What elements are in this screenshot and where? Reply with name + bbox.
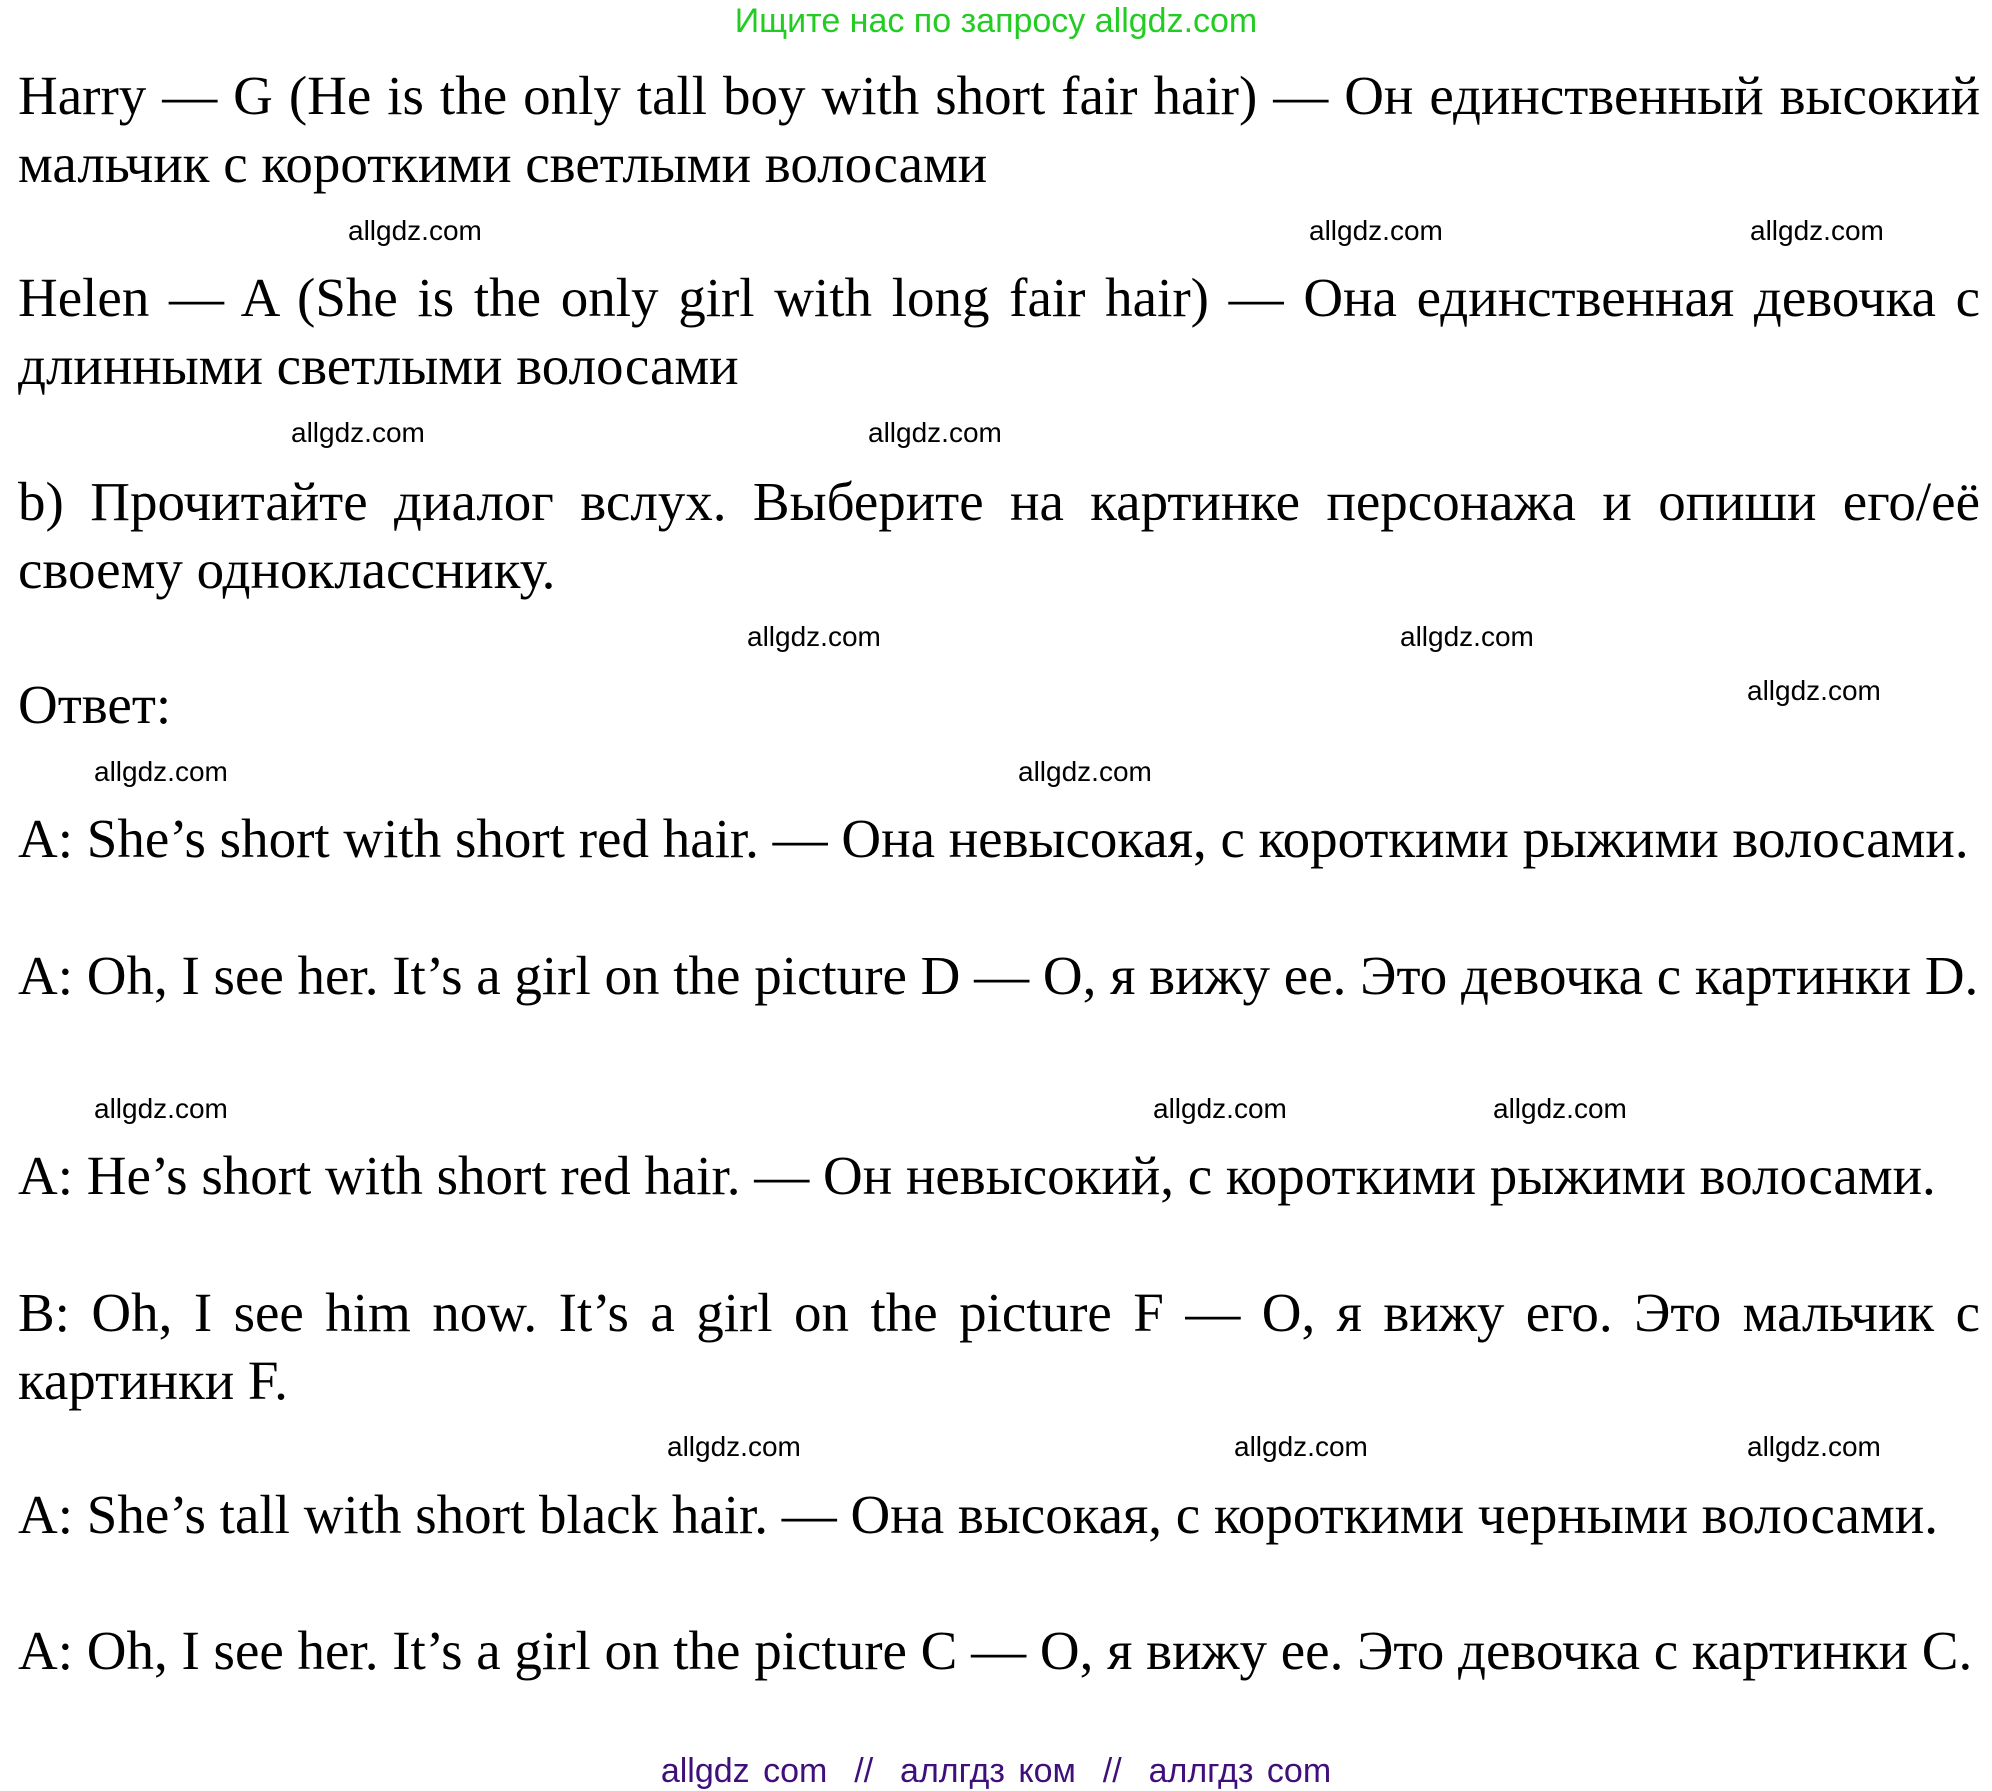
watermark: allgdz.com: [1750, 215, 1884, 246]
watermark: allgdz.com: [1018, 756, 1152, 787]
dialog-line: A: He’s short with short red hair. — Он невысокий, с короткими рыжими волосами.: [18, 1145, 1936, 1206]
watermark: allgdz.com: [747, 621, 881, 652]
answer-helen: Helen — A (She is the only girl with long fair hair) — Она единственная девочка с длинными светлыми волосами: [18, 267, 1980, 396]
watermark: allgdz.com: [348, 215, 482, 246]
answer-harry: Harry — G (He is the only tall boy with short fair hair) — Он единственный высокий мальчик с короткими светлыми волосами: [18, 65, 1980, 194]
watermark: allgdz.com: [1153, 1093, 1287, 1124]
watermark: allgdz.com: [1400, 621, 1534, 652]
watermark: allgdz.com: [1493, 1093, 1627, 1124]
task-b-instruction: b) Прочитайте диалог вслух. Выберите на картинке персонажа и опиши его/её своему однокласснику.: [18, 471, 1980, 600]
watermark: allgdz.com: [94, 1093, 228, 1124]
watermark: allgdz.com: [291, 417, 425, 448]
search-banner: Ищите нас по запросу allgdz.com: [734, 2, 1258, 40]
watermark: allgdz.com: [1309, 215, 1443, 246]
watermark: allgdz.com: [1234, 1431, 1368, 1462]
watermark: allgdz.com: [94, 756, 228, 787]
watermark: allgdz.com: [1747, 675, 1881, 706]
dialog-line: A: Oh, I see her. It’s a girl on the picture C — О, я вижу ее. Это девочка с картинки C.: [18, 1620, 1973, 1681]
dialog-line: B: Oh, I see him now. It’s a girl on the picture F — О, я вижу его. Это мальчик с картинки F.: [18, 1282, 1980, 1411]
dialog-line: A: Oh, I see her. It’s a girl on the picture D — О, я вижу ее. Это девочка с картинки D.: [18, 945, 1979, 1006]
watermark: allgdz.com: [1747, 1431, 1881, 1462]
footer-watermark: allgdz com // аллгдз ком // аллгдз com: [660, 1752, 1332, 1790]
watermark: allgdz.com: [667, 1431, 801, 1462]
answer-heading: Ответ:: [18, 674, 172, 735]
watermark: allgdz.com: [868, 417, 1002, 448]
dialog-line: A: She’s short with short red hair. — Она невысокая, с короткими рыжими волосами.: [18, 808, 1969, 869]
dialog-line: A: She’s tall with short black hair. — Она высокая, с короткими черными волосами.: [18, 1484, 1938, 1545]
